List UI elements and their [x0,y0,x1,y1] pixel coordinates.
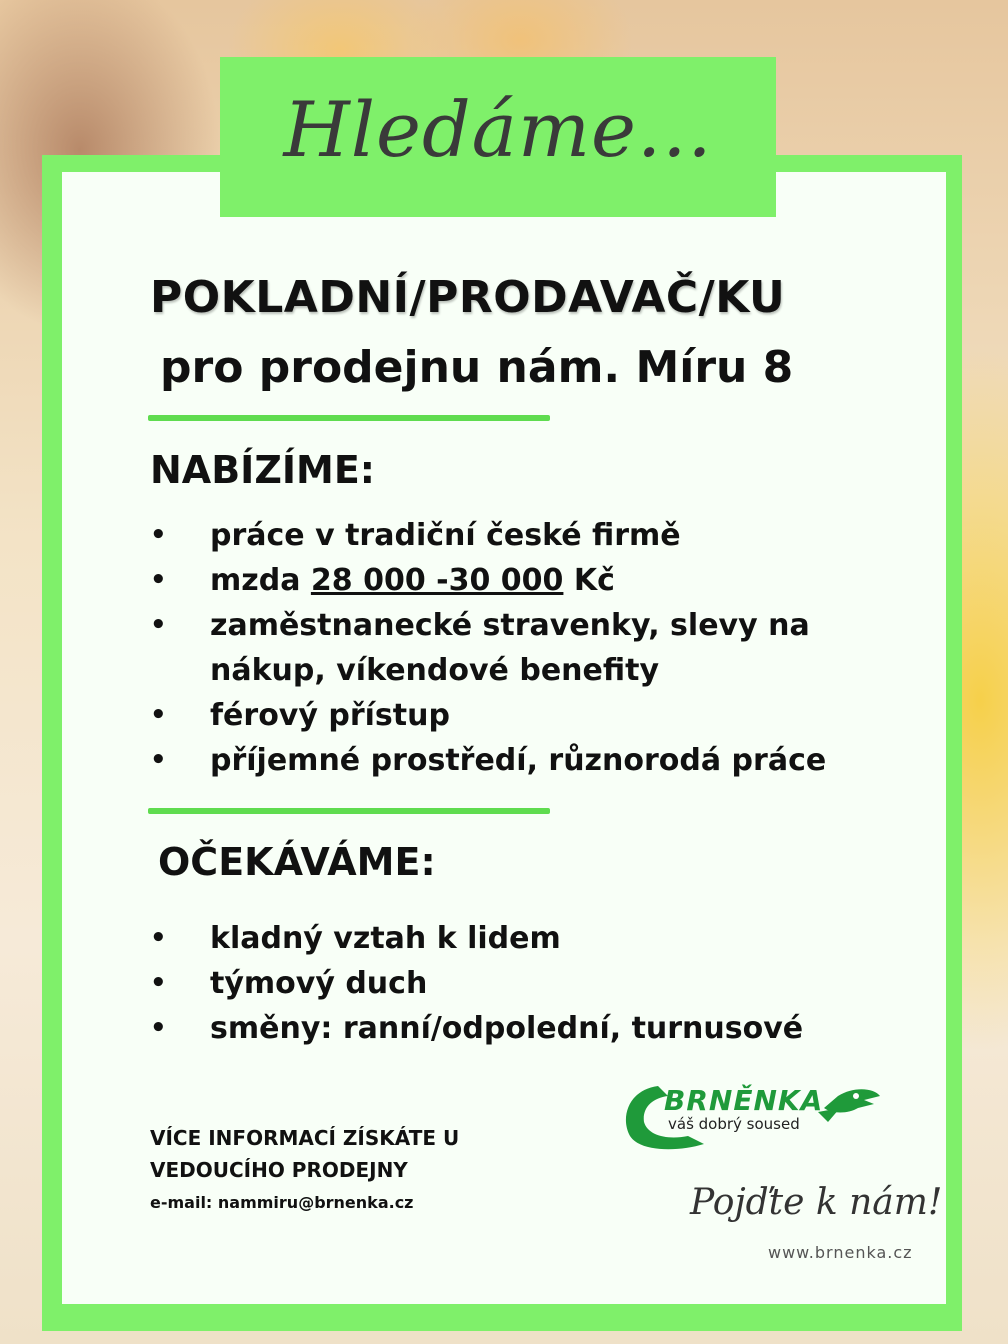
list-item: • týmový duch [150,961,870,1006]
contact-line-2: VEDOUCÍHO PRODEJNY [150,1158,408,1182]
expect-list [150,916,870,1051]
list-item: • zaměstnanecké stravenky, slevy na nákup, víkendové benefity [150,603,870,693]
contact-email[interactable]: e-mail: nammiru@brnenka.cz [150,1193,414,1212]
list-item: • férový přístup [150,693,870,738]
list-item-salary: • mzda 28 000 -30 000 Kč [150,558,870,603]
job-position: POKLADNÍ/PRODAVAČ/KU [150,272,786,323]
divider-top [148,415,550,421]
salary-amount: 28 000 -30 000 [310,563,564,598]
expect-heading: OČEKÁVÁME: [158,840,436,884]
offer-list [150,513,870,783]
list-item: • kladný vztah k lidem [150,916,870,961]
page-title: Hledáme... [283,85,713,174]
brand-name: BRNĚNKA [664,1084,824,1117]
contact-line-1: VÍCE INFORMACÍ ZÍSKÁTE U [150,1126,460,1150]
brand-tagline: váš dobrý soused [668,1115,800,1133]
list-item: • příjemné prostředí, různorodá práce [150,738,870,783]
job-location: pro prodejnu nám. Míru 8 [160,342,794,393]
list-item: • směny: ranní/odpolední, turnusové [150,1006,870,1051]
divider-middle [148,808,550,814]
website-link[interactable]: www.brnenka.cz [768,1243,913,1262]
list-item: • práce v tradiční české firmě [150,513,870,558]
slogan: Pojďte k nám! [690,1182,943,1223]
offer-heading: NABÍZÍME: [150,448,375,492]
contact-info [150,1122,570,1220]
